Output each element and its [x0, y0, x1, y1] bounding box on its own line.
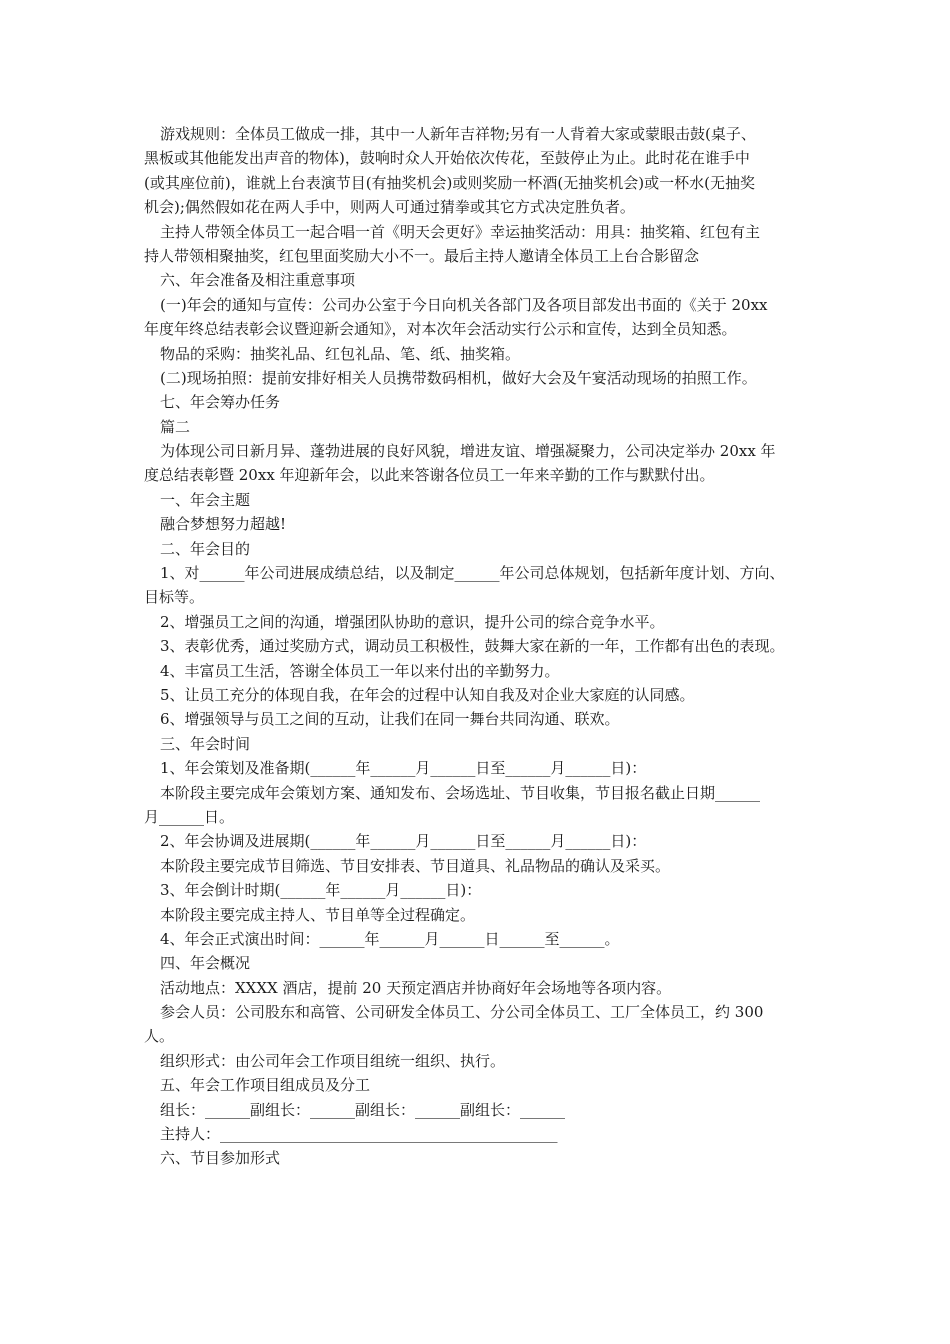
text-line: 参会人员：公司股东和高管、公司研发全体员工、分公司全体员工、工厂全体员工，约 300	[160, 1003, 764, 1022]
text-line: 度总结表彰暨 20xx 年迎新年会，以此来答谢各位员工一年来辛勤的工作与默默付出。	[144, 466, 715, 485]
text-line: 六、节目参加形式	[160, 1149, 281, 1168]
text-line: 为体现公司日新月异、蓬勃进展的良好风貌，增进友谊、增强凝聚力，公司决定举办 20xx 年	[160, 442, 776, 461]
text-line: 主持人：_____________________________________________	[160, 1125, 558, 1144]
text-line: 活动地点：XXXX 酒店，提前 20 天预定酒店并协商好年会场地等各项内容。	[160, 978, 672, 997]
text-line: (或其座位前)，谁就上台表演节目(有抽奖机会)或则奖励一杯酒(无抽奖机会)或一杯水(无抽奖	[144, 173, 755, 192]
text-line: 七、年会筹办任务	[160, 393, 281, 412]
text-line: 3、年会倒计时期(______年______月______日)：	[160, 881, 482, 900]
text-line: 本阶段主要完成主持人、节目单等全过程确定。	[160, 905, 476, 924]
text-line: 4、丰富员工生活，答谢全体员工一年以来付出的辛勤努力。	[160, 661, 560, 680]
text-line: 年度年终总结表彰会议暨迎新会通知》，对本次年会活动实行公示和宣传，达到全员知悉。	[144, 320, 737, 339]
text-line: 黑板或其他能发出声音的物体)，鼓响时众人开始依次传花，至鼓停止为止。此时花在谁手中	[144, 149, 750, 168]
text-line: (一)年会的通知与宣传：公司办公室于今日向机关各部门及各项目部发出书面的《关于 20xx	[160, 295, 768, 314]
text-line: 游戏规则：全体员工做成一排，其中一人新年吉祥物;另有一人背着大家或蒙眼击鼓(桌子、	[160, 125, 756, 143]
text-line: 物品的采购：抽奖礼品、红包礼品、笔、纸、抽奖箱。	[160, 344, 521, 363]
text-line: 机会);偶然假如花在两人手中，则两人可通过猜拳或其它方式决定胜负者。	[144, 198, 635, 217]
text-line: 1、年会策划及准备期(______年______月______日至______月______日)：	[160, 759, 647, 778]
text-line: 篇二	[160, 417, 191, 436]
text-line: 2、年会协调及进展期(______年______月______日至______月______日)：	[160, 832, 647, 851]
text-line: 5、让员工充分的体现自我，在年会的过程中认知自我及对企业大家庭的认同感。	[160, 685, 695, 704]
text-line: 本阶段主要完成年会策划方案、通知发布、会场选址、节目收集，节目报名截止日期______	[160, 783, 761, 802]
text-line: 6、增强领导与员工之间的互动，让我们在同一舞台共同沟通、联欢。	[160, 710, 620, 729]
text-line: 4、年会正式演出时间：______年______月______日______至______。	[160, 929, 620, 948]
text-line: 本阶段主要完成节目筛选、节目安排表、节目道具、礼品物品的确认及采买。	[160, 856, 671, 875]
text-line: 组织形式：由公司年会工作项目组统一组织、执行。	[160, 1051, 506, 1070]
text-line: 2、增强员工之间的沟通，增强团队协助的意识，提升公司的综合竞争水平。	[160, 612, 665, 631]
text-line: 目标等。	[144, 588, 205, 607]
text-line: 3、表彰优秀，通过奖励方式，调动员工积极性，鼓舞大家在新的一年，工作都有出色的表现。	[160, 637, 785, 656]
text-line: 人。	[144, 1027, 175, 1046]
text-line: 组长：______副组长：______副组长：______副组长：______	[160, 1100, 566, 1119]
text-line: (二)现场拍照：提前安排好相关人员携带数码相机，做好大会及午宴活动现场的拍照工作。	[160, 368, 757, 387]
text-line: 四、年会概况	[160, 954, 251, 973]
text-line: 三、年会时间	[160, 734, 251, 753]
text-line: 二、年会目的	[160, 539, 251, 558]
text-line: 融合梦想努力超越!	[160, 515, 287, 534]
text-line: 持人带领相聚抽奖，红包里面奖励大小不一。最后主持人邀请全体员工上台合影留念	[144, 246, 700, 265]
text-line: 一、年会主题	[160, 490, 251, 509]
text-line: 月______日。	[144, 807, 235, 826]
document-body	[144, 122, 812, 1171]
text-line: 五、年会工作项目组成员及分工	[160, 1076, 371, 1095]
text-line: 主持人带领全体员工一起合唱一首《明天会更好》幸运抽奖活动：用具：抽奖箱、红包有主	[160, 222, 761, 241]
text-line: 1、对______年公司进展成绩总结，以及制定______年公司总体规划，包括新年度计划、方向、	[160, 564, 785, 583]
text-line: 六、年会准备及相注重意事项	[160, 271, 356, 290]
